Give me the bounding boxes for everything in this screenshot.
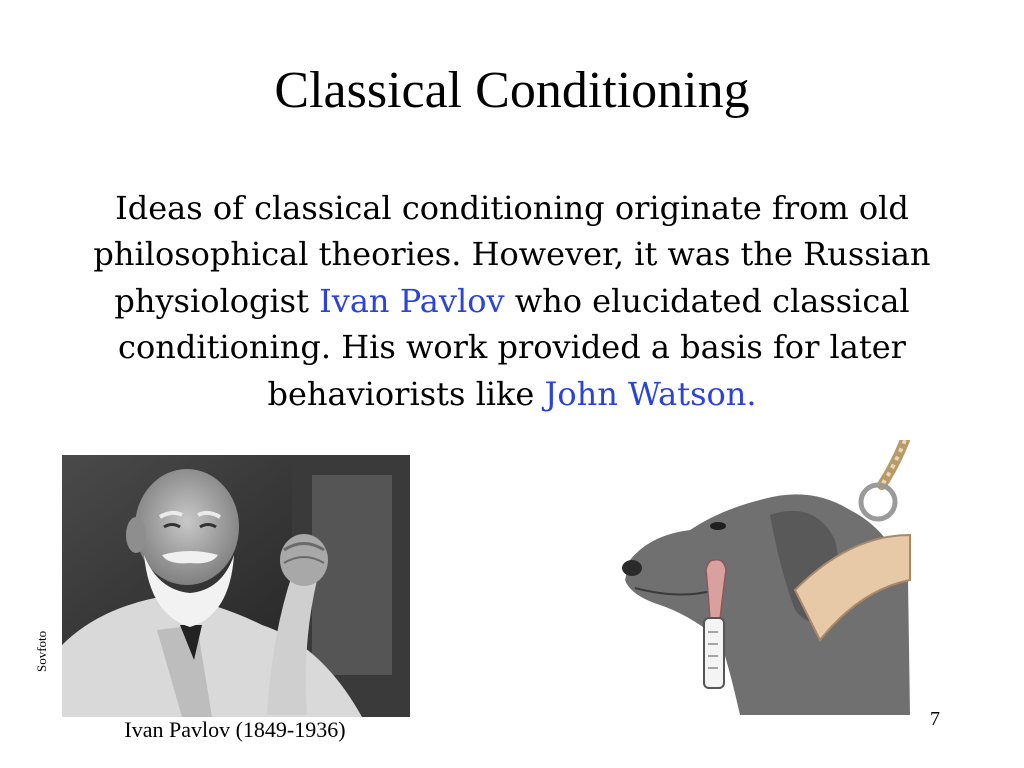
ivan-pavlov-link[interactable]: Ivan Pavlov bbox=[319, 281, 505, 320]
slide-title: Classical Conditioning bbox=[274, 62, 750, 119]
slide-body-text bbox=[70, 185, 954, 417]
page-number: 7 bbox=[930, 708, 940, 730]
body-text-part-1: Ideas of classical conditioning originate from old philosophical theories. However, it was the Russian physiologist bbox=[93, 189, 931, 320]
body-text-part-2: who elucidated classical conditioning. His work provided a basis for later behaviorists like bbox=[118, 281, 910, 413]
pavlov-portrait-photo bbox=[62, 455, 410, 717]
dog-illustration bbox=[620, 440, 915, 715]
john-watson-link[interactable]: John Watson. bbox=[544, 374, 757, 413]
photo-credit: Sovfoto bbox=[34, 630, 49, 672]
photo-caption: Ivan Pavlov (1849-1936) bbox=[124, 717, 346, 742]
pavlov-portrait-illustration bbox=[62, 455, 410, 717]
dog-with-saliva-tube-icon bbox=[620, 440, 915, 715]
